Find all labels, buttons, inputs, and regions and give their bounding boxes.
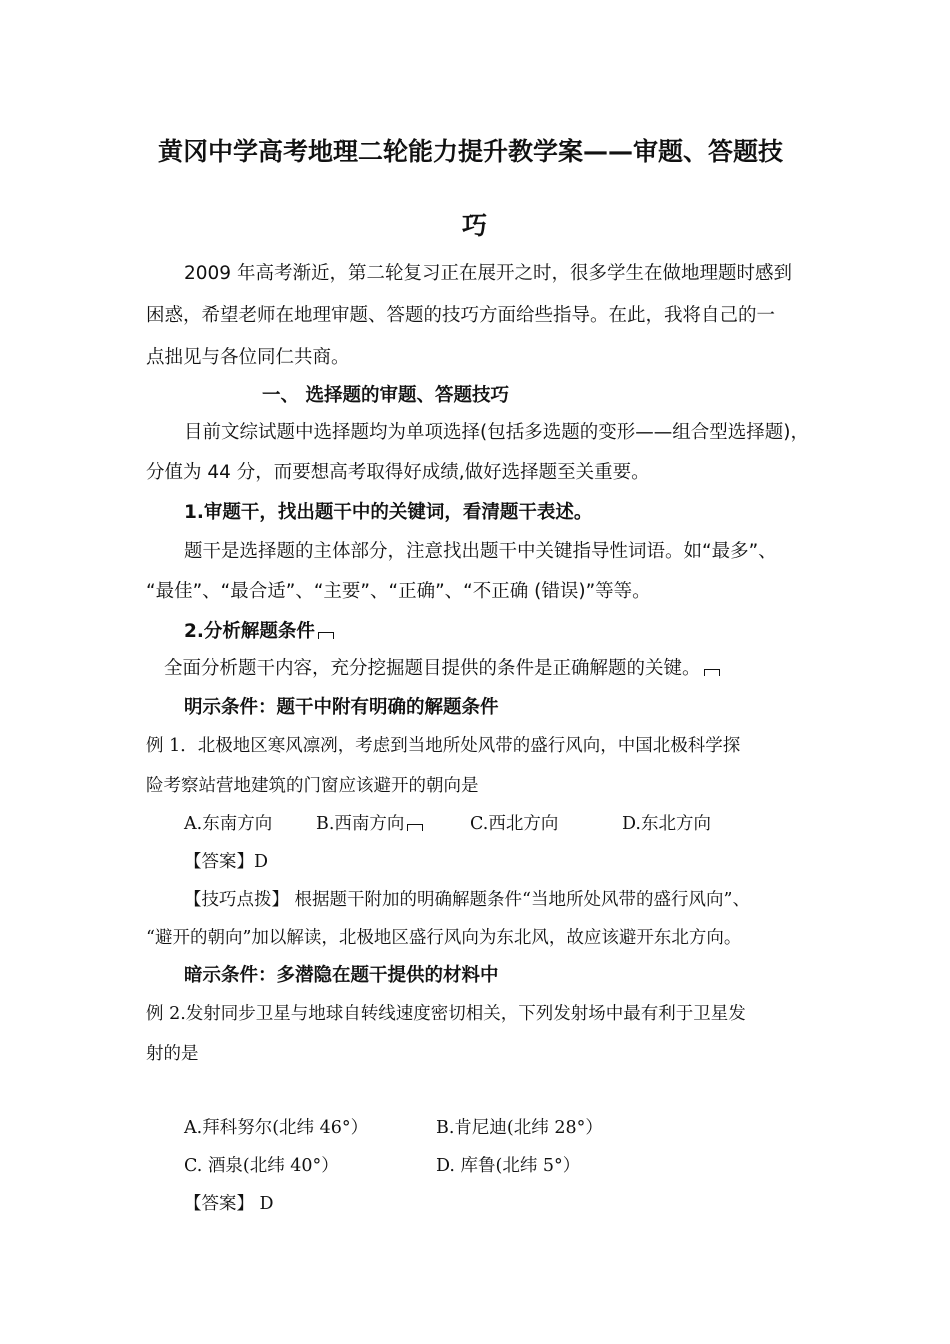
example2-option-d: D. 库鲁(北纬 5°） bbox=[436, 1156, 581, 1176]
point2-para-row bbox=[164, 657, 720, 681]
point1-para-line-1: 题干是选择题的主体部分，注意找出题干中关键指导性词语。如“最多”、 bbox=[184, 541, 777, 562]
title-line-2: 巧 bbox=[462, 211, 488, 240]
point2-heading: 2.分析解题条件 bbox=[184, 621, 315, 642]
paragraph-mark-icon bbox=[318, 632, 334, 639]
example2-answer: 【答案】 D bbox=[184, 1194, 274, 1214]
example1-answer: 【答案】D bbox=[184, 852, 269, 872]
example1-tip-line-2: “避开的朝向”加以解读，北极地区盛行风向为东北风，故应该避开东北方向。 bbox=[146, 928, 742, 948]
point1-para-line-2: “最佳”、“最合适”、“主要”、“正确”、“不正确 (错误)”等等。 bbox=[146, 581, 651, 602]
paragraph-mark-icon bbox=[704, 669, 720, 676]
example1-option-c: C.西北方向 bbox=[470, 814, 559, 834]
title-line-1: 黄冈中学高考地理二轮能力提升教学案——审题、答题技 bbox=[158, 137, 784, 166]
section1-para-line-2: 分值为 44 分，而要想高考取得好成绩,做好选择题至关重要。 bbox=[146, 462, 650, 483]
implicit-condition-heading: 暗示条件：多潜隐在题干提供的材料中 bbox=[184, 965, 499, 986]
intro-line-3: 点拙见与各位同仁共商。 bbox=[146, 347, 350, 368]
example2-stem-line-2: 射的是 bbox=[146, 1044, 199, 1064]
point1-heading: 1.审题干，找出题干中的关键词，看清题干表述。 bbox=[184, 502, 593, 523]
example1-option-d: D.东北方向 bbox=[622, 814, 711, 834]
example2-option-b: B.肯尼迪(北纬 28°） bbox=[436, 1118, 603, 1138]
example1-option-b: B.西南方向 bbox=[316, 814, 405, 834]
example2-option-c: C. 酒泉(北纬 40°） bbox=[184, 1156, 339, 1176]
explicit-condition-heading: 明示条件：题干中附有明确的解题条件 bbox=[184, 697, 499, 718]
intro-line-1: 2009 年高考渐近，第二轮复习正在展开之时，很多学生在做地理题时感到 bbox=[184, 263, 792, 284]
intro-line-2: 困惑，希望老师在地理审题、答题的技巧方面给些指导。在此，我将自己的一 bbox=[146, 305, 776, 326]
example1-stem-line-1: 例 1．北极地区寒风凛冽，考虑到当地所处风带的盛行风向，中国北极科学探 bbox=[146, 736, 741, 756]
example1-tip-line-1: 【技巧点拨】 根据题干附加的明确解题条件“当地所处风带的盛行风向”、 bbox=[184, 890, 750, 910]
point2-heading-row bbox=[184, 620, 334, 644]
example1-option-a: A.东南方向 bbox=[184, 814, 273, 834]
example1-option-b-row bbox=[316, 812, 423, 836]
section1-heading: 一、 选择题的审题、答题技巧 bbox=[262, 385, 509, 406]
point2-para: 全面分析题干内容，充分挖掘题目提供的条件是正确解题的关键。 bbox=[164, 658, 701, 679]
section1-para-line-1: 目前文综试题中选择题均为单项选择(包括多选题的变形——组合型选择题)， bbox=[184, 422, 809, 443]
example2-stem-line-1: 例 2.发射同步卫星与地球自转线速度密切相关，下列发射场中最有利于卫星发 bbox=[146, 1004, 746, 1024]
example2-option-a: A.拜科努尔(北纬 46°） bbox=[184, 1118, 369, 1138]
paragraph-mark-icon bbox=[407, 824, 423, 831]
example1-stem-line-2: 险考察站营地建筑的门窗应该避开的朝向是 bbox=[146, 776, 479, 796]
